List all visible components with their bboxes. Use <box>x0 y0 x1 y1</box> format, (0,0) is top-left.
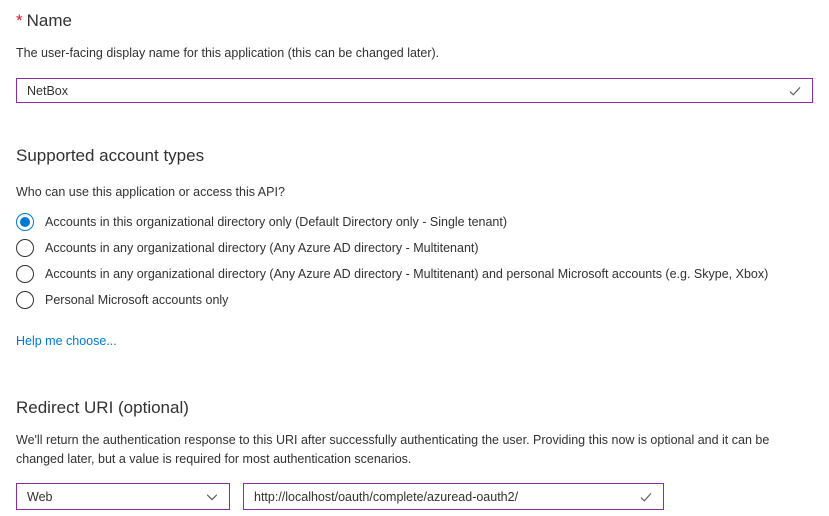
radio-option-single-tenant[interactable] <box>16 209 813 235</box>
chevron-down-icon <box>204 489 220 505</box>
radio-option-multitenant-personal[interactable] <box>16 261 813 287</box>
platform-select-value: Web <box>27 489 53 504</box>
radio-button-icon[interactable] <box>16 291 34 309</box>
radio-option-label: Personal Microsoft accounts only <box>45 293 229 307</box>
required-asterisk: * <box>16 11 23 30</box>
account-types-radio-group <box>16 209 813 313</box>
checkmark-icon <box>638 489 654 505</box>
radio-button-icon[interactable] <box>16 265 34 283</box>
radio-button-icon[interactable] <box>16 239 34 257</box>
redirect-uri-input[interactable] <box>254 484 638 509</box>
radio-option-label: Accounts in this organizational directory only (Default Directory only - Single tenant) <box>45 215 508 229</box>
name-description: The user-facing display name for this application (this can be changed later). <box>16 46 440 60</box>
radio-option-multitenant[interactable] <box>16 235 813 261</box>
radio-button-icon[interactable] <box>16 213 34 231</box>
redirect-uri-row <box>16 483 813 510</box>
redirect-uri-title: Redirect URI (optional) <box>16 398 189 417</box>
radio-option-label: Accounts in any organizational directory (Any Azure AD directory - Multitenant) and personal Microsoft accounts (e.g. Skype, Xbox) <box>45 267 769 281</box>
account-types-question: Who can use this application or access this API? <box>16 185 285 199</box>
name-section-title <box>16 11 813 31</box>
platform-select[interactable] <box>16 483 230 510</box>
name-title-text: Name <box>26 11 72 30</box>
name-input-container <box>16 78 813 103</box>
radio-option-personal-only[interactable] <box>16 287 813 313</box>
account-types-title: Supported account types <box>16 146 205 165</box>
redirect-uri-description: We'll return the authentication response to this URI after successfully authenticating the user. Providing this now is optional and it can be changed later, but a value is required for most authentication scenarios. <box>16 433 770 466</box>
name-input[interactable] <box>27 79 787 102</box>
radio-option-label: Accounts in any organizational directory (Any Azure AD directory - Multitenant) <box>45 241 479 255</box>
redirect-uri-input-container <box>243 483 664 510</box>
checkmark-icon <box>787 83 803 99</box>
help-me-choose-link[interactable]: Help me choose... <box>16 334 117 348</box>
